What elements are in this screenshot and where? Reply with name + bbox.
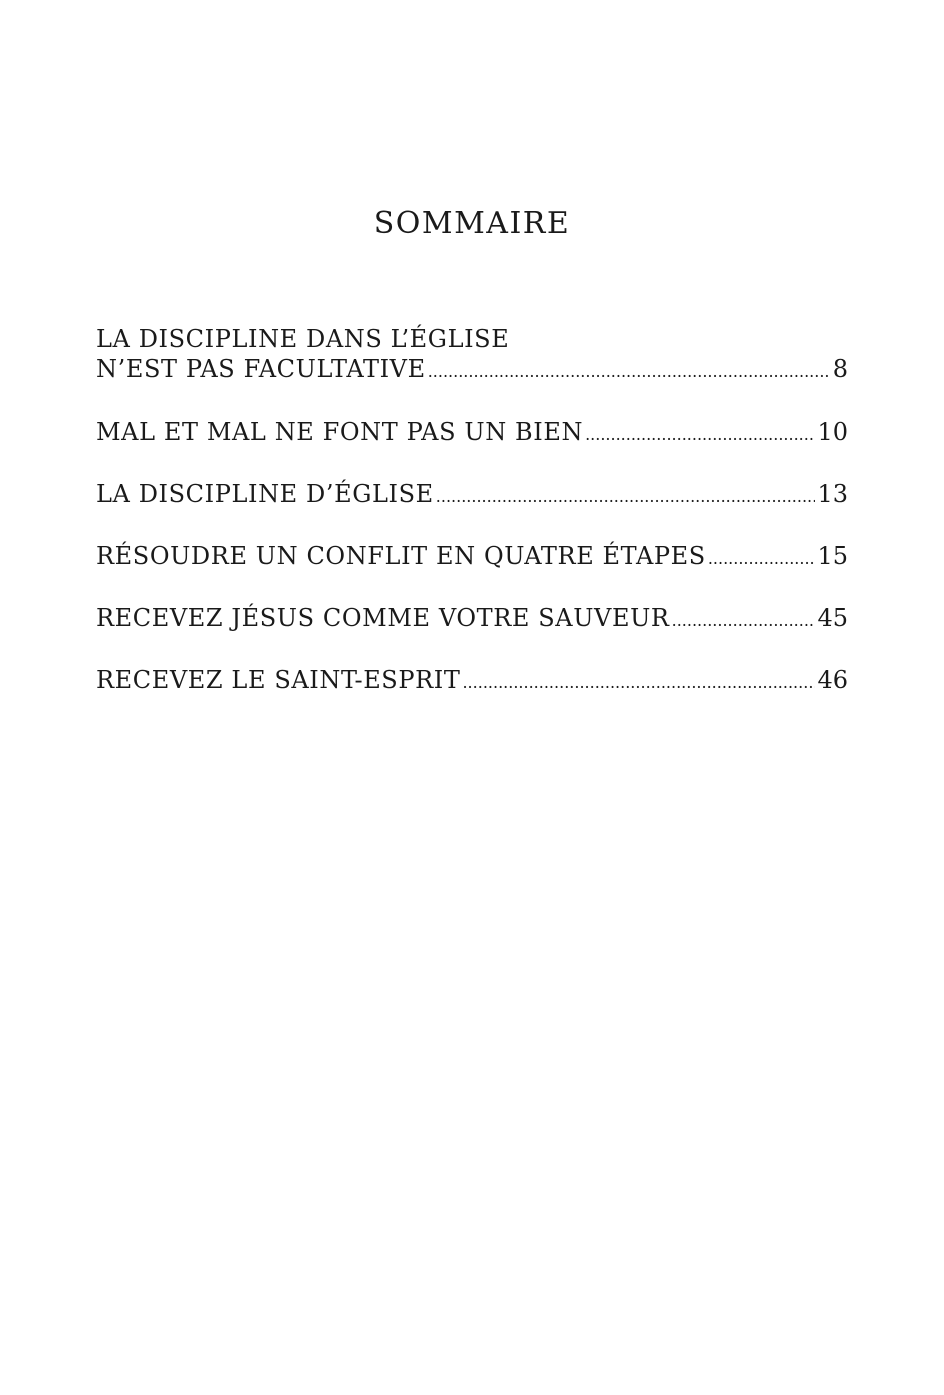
toc-entry[interactable]: [96, 665, 848, 698]
toc-entry-title-line1: LA DISCIPLINE DANS L’ÉGLISE: [96, 325, 510, 353]
toc-page-number: 8: [832, 355, 848, 383]
toc-entry-title: RECEVEZ LE SAINT-ESPRIT: [96, 666, 461, 694]
toc-entry-title: N’EST PAS FACULTATIVE: [96, 355, 426, 383]
toc-entry[interactable]: [96, 417, 848, 450]
toc-entry-title: RÉSOUDRE UN CONFLIT EN QUATRE ÉTAPES: [96, 542, 706, 570]
toc-entry[interactable]: [96, 479, 848, 512]
toc-entry[interactable]: [96, 324, 848, 387]
table-of-contents: [96, 324, 848, 698]
toc-entry-title: MAL ET MAL NE FONT PAS UN BIEN: [96, 418, 584, 446]
toc-page-number: 45: [817, 604, 848, 632]
dot-leader: [462, 668, 815, 698]
toc-entry[interactable]: [96, 541, 848, 574]
toc-page-number: 10: [817, 418, 848, 446]
toc-page-number: 46: [817, 666, 848, 694]
toc-page-number: 15: [817, 542, 848, 570]
dot-leader: [672, 606, 816, 636]
dot-leader: [585, 420, 815, 450]
dot-leader: [436, 482, 816, 512]
toc-page-number: 13: [817, 480, 848, 508]
toc-entry[interactable]: [96, 603, 848, 636]
page-title: SOMMAIRE: [373, 206, 571, 241]
dot-leader: [428, 357, 831, 387]
toc-entry-title: RECEVEZ JÉSUS COMME VOTRE SAUVEUR: [96, 604, 670, 632]
dot-leader: [708, 544, 816, 574]
toc-entry-title: LA DISCIPLINE D’ÉGLISE: [96, 480, 434, 508]
